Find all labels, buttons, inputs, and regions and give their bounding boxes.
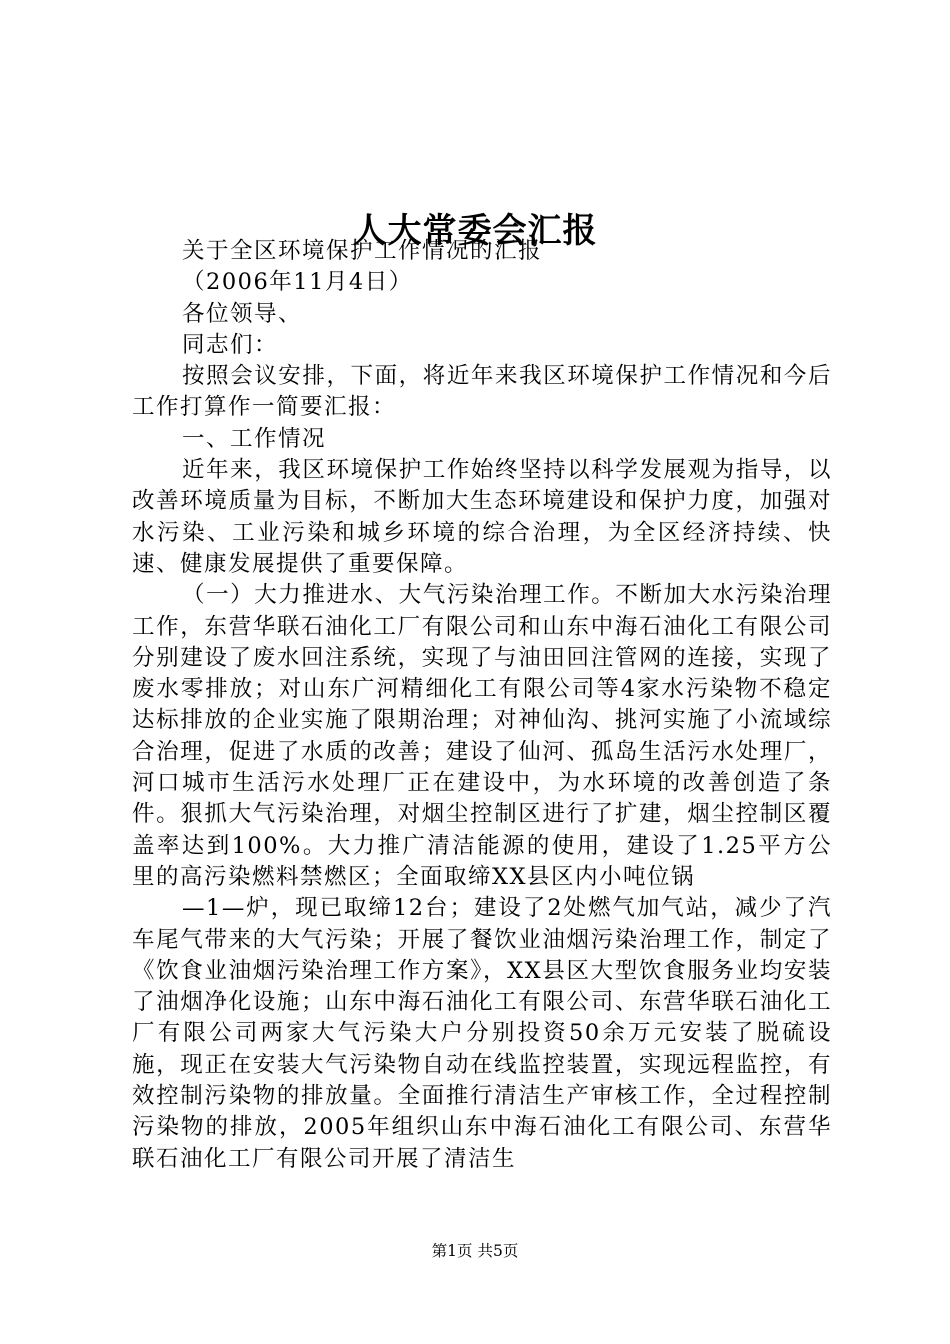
- report-date: （2006年11月4日）: [182, 269, 413, 296]
- document-title: 人大常委会汇报: [352, 210, 598, 251]
- document-body: [132, 236, 832, 1175]
- body-paragraph: 近年来，我区环境保护工作始终坚持以科学发展观为指导，以改善环境质量为目标，不断加大生态环境建设和保护力度，加强对水污染、工业污染和城乡环境的综合治理，为全区经济持续、快速、健康发展提供了重要保障。: [132, 457, 832, 577]
- body-paragraph: （一）大力推进水、大气污染治理工作。不断加大水污染治理工作，东营华联石油化工厂有限公司和山东中海石油化工有限公司分别建设了废水回注系统，实现了与油田回注管网的连接，实现了废水零排放；对山东广河精细化工有限公司等4家水污染物不稳定达标排放的企业实施了限期治理；对神仙沟、挑河实施了小流域综合治理，促进了水质的改善；建设了仙河、孤岛生活污水处理厂，河口城市生活污水处理厂正在建设中，为水环境的改善创造了条件。狠抓大气污染治理，对烟尘控制区进行了扩建，烟尘控制区覆盖率达到100%。大力推广清洁能源的使用，建设了1.25平方公里的高污染燃料禁燃区；全面取缔XX县区内小吨位锅: [132, 582, 832, 890]
- page-footer: 第1页 共5页: [431, 1242, 519, 1260]
- salutation-comrades: 同志们：: [182, 331, 279, 358]
- intro-paragraph: 按照会议安排，下面，将近年来我区环境保护工作情况和今后工作打算作一简要汇报：: [132, 363, 832, 421]
- salutation-leaders: 各位领导、: [182, 300, 303, 327]
- body-paragraph: —1—炉，现已取缔12台；建设了2处燃气加气站，减少了汽车尾气带来的大气污染；开展了餐饮业油烟污染治理工作，制定了《饮食业油烟污染治理工作方案》，XX县区大型饮食服务业均安装了油烟净化设施；山东中海石油化工有限公司、东营华联石油化工厂有限公司两家大气污染大户分别投资50余万元安装了脱硫设施，现正在安装大气污染物自动在线监控装置，实现远程监控，有效控制污染物的排放量。全面推行清洁生产审核工作，全过程控制污染物的排放，2005年组织山东中海石油化工有限公司、东营华联石油化工厂有限公司开展了清洁生: [132, 895, 832, 1172]
- report-subtitle: 关于全区环境保护工作情况的汇报: [182, 238, 543, 264]
- section-heading: 一、工作情况: [182, 425, 327, 452]
